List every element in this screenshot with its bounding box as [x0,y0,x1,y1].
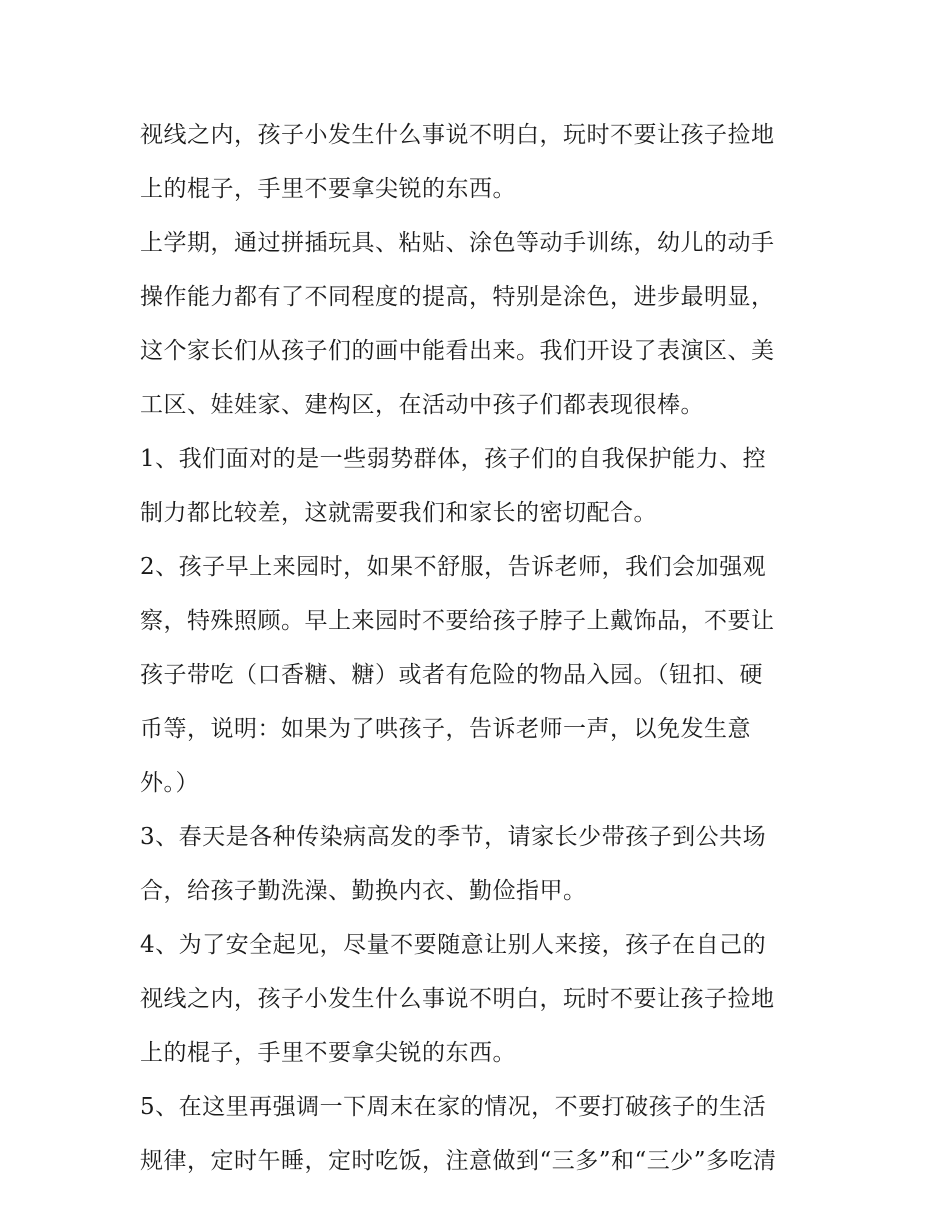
text-line: 上的棍子，手里不要拿尖锐的东西。 [140,176,516,202]
text-line: 察，特殊照顾。早上来园时不要给孩子脖子上戴饰品，不要让 [140,608,775,634]
text-line: 3、春天是各种传染病高发的季节，请家长少带孩子到公共场 [140,824,767,850]
document-body [140,108,820,1188]
text-line: 工区、娃娃家、建构区，在活动中孩子们都表现很棒。 [140,392,704,418]
text-line: 外。） [140,770,199,796]
text-line: 1、我们面对的是一些弱势群体，孩子们的自我保护能力、控 [140,446,767,472]
text-line: 孩子带吃（口香糖、糖）或者有危险的物品入园。（钮扣、硬 [140,662,763,688]
text-line: 4、为了安全起见，尽量不要随意让别人来接，孩子在自己的 [140,932,767,958]
text-line: 合，给孩子勤洗澡、勤换内衣、勤俭指甲。 [140,878,587,904]
text-line: 视线之内，孩子小发生什么事说不明白，玩时不要让孩子捡地 [140,122,775,148]
text-line: 制力都比较差，这就需要我们和家长的密切配合。 [140,500,657,526]
text-line: 上学期，通过拼插玩具、粘贴、涂色等动手训练，幼儿的动手 [140,230,775,256]
text-line: 2、孩子早上来园时，如果不舒服，告诉老师，我们会加强观 [140,554,767,580]
text-line: 规律，定时午睡，定时吃饭，注意做到“三多”和“三少”多吃清 [140,1148,777,1174]
text-line: 币等，说明：如果为了哄孩子，告诉老师一声，以免发生意 [140,716,751,742]
text-line: 视线之内，孩子小发生什么事说不明白，玩时不要让孩子捡地 [140,986,775,1012]
text-line: 5、在这里再强调一下周末在家的情况，不要打破孩子的生活 [140,1094,767,1120]
text-line: 操作能力都有了不同程度的提高，特别是涂色，进步最明显， [140,284,775,310]
text-line: 上的棍子，手里不要拿尖锐的东西。 [140,1040,516,1066]
text-line: 这个家长们从孩子们的画中能看出来。我们开设了表演区、美 [140,338,775,364]
